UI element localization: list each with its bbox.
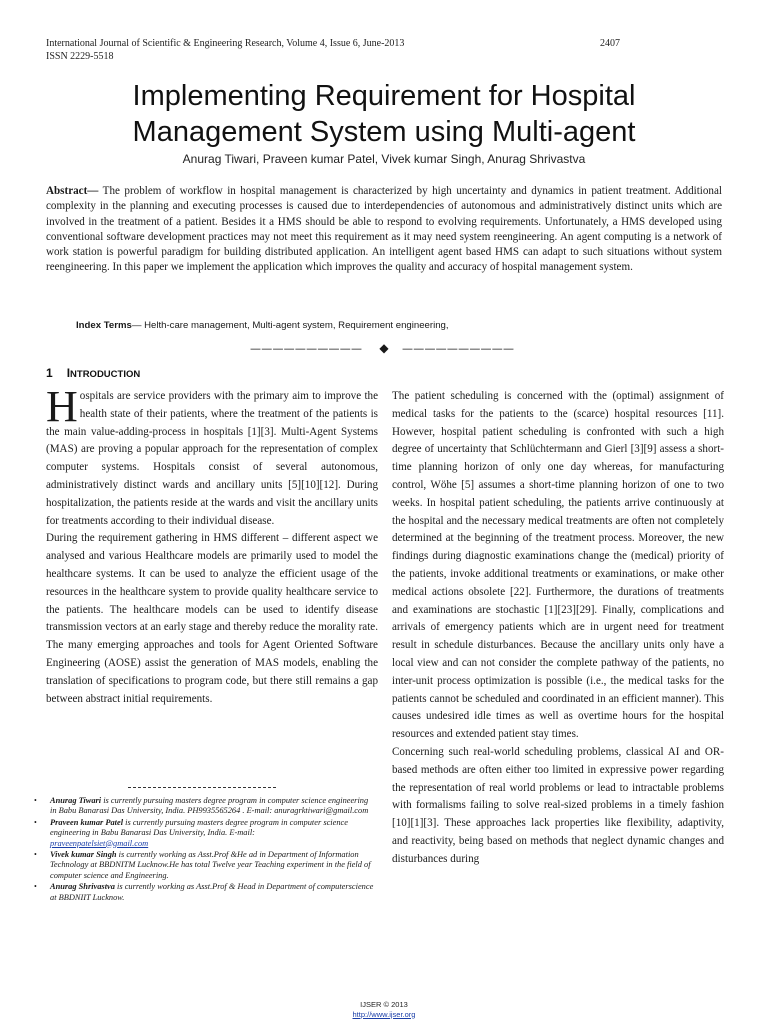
left-column xyxy=(46,382,378,708)
journal-header: International Journal of Scientific & Engineering Research, Volume 4, Issue 6, June-2013 xyxy=(46,38,405,49)
footnote-email-link[interactable]: praveenpatelsiet@gmail.com xyxy=(50,838,149,848)
page-number: 2407 xyxy=(600,38,620,49)
footnote-text: is currently working as Asst.Prof &He ad in Department of Information Technology at BBDNITM Lucknow.He has total Twelve year Teaching experiment in the field of computer science and Engineering. xyxy=(50,850,371,880)
footnote-item xyxy=(30,818,374,849)
footnote-item xyxy=(30,850,374,881)
right-paragraph-2: Concerning such real-world scheduling problems, classical AI and OR-based methods are often either too limited in expressive power regarding the representation of real world problems or lead to intractable problems with formalisms failing to solve real-sized problems in a timely fashion [10][1][3]. These approaches lack properties like flexibility, adaptivity, and reactivity, being based on methods that neglect dynamic changes and disturbances during xyxy=(392,745,724,865)
author-footnotes xyxy=(30,796,374,904)
section-title-rest: NTRODUCTION xyxy=(70,369,141,380)
intro-paragraph-1-text: ospitals are service providers with the primary aim to improve the health state of their patients, where the treatment of the patients is the main value-adding-process in hospitals [1][3]. Multi-Agent Systems (MAS) are proving a popular approach for the representation of complex computer systems. Hospitals consist of several autonomous, administratively distinct wards and ancillary units [5][10][12]. During hospitalization, the patients reside at the wards and visit the ancillary units for treatments according to their individual disease. xyxy=(46,390,378,527)
drop-cap: H xyxy=(46,382,78,431)
section-divider xyxy=(250,338,518,358)
title-line-1: Implementing Requirement for Hospital xyxy=(132,80,636,112)
section-title-initial: I xyxy=(66,366,71,380)
divider-diamond: ◆ xyxy=(379,341,389,355)
footnote-item xyxy=(30,882,374,903)
abstract-label: Abstract xyxy=(46,185,88,197)
right-paragraph-1: The patient scheduling is concerned with the (optimal) assignment of medical tasks for the patients to the (scarce) hospital resources [11]. However, hospital patient scheduling is confronted with such a high degree of uncertainty that Schlüchtermann and Gierl [3][9] assess a short-time planning horizon of only one day whereas, for manufacturing control, Wöhe [5] assumes a short-time planning horizon of one to two weeks. In hospital patient scheduling, the patients arrive continuously at the hospital and the necessary medical treatments are often not completely determined at the beginning of the treatment process. Moreover, the new findings during diagnostic examinations change the (medical) priority of the patients, invoke additional treatments or examinations, or make other medical actions obsolete [22]. Furthermore, the durations of treatments and examinations are stochastic [1][23][29]. Finally, complications and arrivals of emergency patients which are in urgent need for treatment result in schedule disturbances. Because the ancillary units only have a local view and can not consider the complete pathway of the patients, no inter-unit process optimization is possible (i.e., the medical tasks for the patients cannot be scheduled and coordinated in an efficient manner). This causes undesired idle times as well as overtime hours for the hospital resources and extended patient stay times. xyxy=(392,390,724,741)
bullet-icon: • xyxy=(34,796,37,805)
footnote-author-name: Praveen kumar Patel xyxy=(50,817,124,827)
footer-copyright: IJSER © 2013 xyxy=(360,1000,408,1009)
page-footer xyxy=(0,1000,768,1019)
title-line-2: Management System using Multi-agent xyxy=(132,116,636,148)
bullet-icon: • xyxy=(34,817,37,827)
bullet-icon: • xyxy=(34,850,37,860)
abstract xyxy=(46,184,722,276)
index-terms xyxy=(76,320,716,331)
footnote-author-name: Anurag Shrivastva xyxy=(50,882,115,892)
footnote-text: is currently working as Asst.Prof & Head in Department of computerscience at BBDNIIT Lucknow. xyxy=(50,882,374,902)
intro-paragraph-1 xyxy=(46,382,378,530)
abstract-dash: — xyxy=(87,185,99,197)
paper-title xyxy=(60,78,708,150)
footnote-text: is currently pursuing masters degree program in computer science engineering in Babu Banarasi Das University, India. PH9935565264 . E-mail: anuragrktiwari@gmail.com xyxy=(50,796,369,816)
footnote-item xyxy=(30,796,374,817)
footnote-author-name: Anurag Tiwari xyxy=(50,796,102,805)
abstract-text: The problem of workflow in hospital management is characterized by high uncertainty and dynamics in patient treatment. Additional complexity in the planning and executing processes is caused due to interdependencies of autonomous and administratively distinct units which are involved in the treatment of a patient. Besides it a HMS should be able to respond to evolving requirements. Unfortunately, a HMS developed using conventional software development practices may not meet this requirement as it may need system reengineering. An agent computing is a network of work station is powerful paradigm for building distributed application. An intelligent agent based HMS can adapt to such situations without system reengineering. In this paper we implement the application which improves the quality and accuracy of hospital management system. xyxy=(46,185,722,274)
section-number: 1 xyxy=(46,366,53,380)
right-column xyxy=(392,388,724,869)
index-terms-text: — Helth-care management, Multi-agent system, Requirement engineering, xyxy=(131,320,449,331)
divider-left: —————————— xyxy=(250,342,362,355)
bullet-icon: • xyxy=(34,882,37,892)
intro-paragraph-2: During the requirement gathering in HMS different – different aspect we analysed and various Healthcare models are primarily used to model the healthcare systems. It can be used to analyze the efficient usage of the resources in the healthcare system to provide quality healthcare service to the patients. The healthcare models can be used to identify disease transmission vectors at an early stage and thereby reduce the morality rate. The many emerging approaches and tools for Agent Oriented Software Engineering (AOSE) assist the generation of MAS models, enabling the translation of specifications to program code, but there still remains a gap between abstract initial requirements. xyxy=(46,532,378,705)
section-heading xyxy=(46,366,140,380)
footnote-text: is currently pursuing masters degree program in computer science engineering in Babu Banarasi Das University, India. E-mail: xyxy=(50,817,348,838)
footer-url-link[interactable]: http://www.ijser.org xyxy=(352,1009,416,1019)
index-terms-label: Index Terms xyxy=(76,320,132,331)
footnote-author-name: Vivek kumar Singh xyxy=(50,850,117,860)
issn: ISSN 2229-5518 xyxy=(46,51,114,62)
footnote-rule xyxy=(128,787,276,788)
divider-right: —————————— xyxy=(402,342,514,355)
authors: Anurag Tiwari, Praveen kumar Patel, Vivek kumar Singh, Anurag Shrivastva xyxy=(182,152,586,166)
